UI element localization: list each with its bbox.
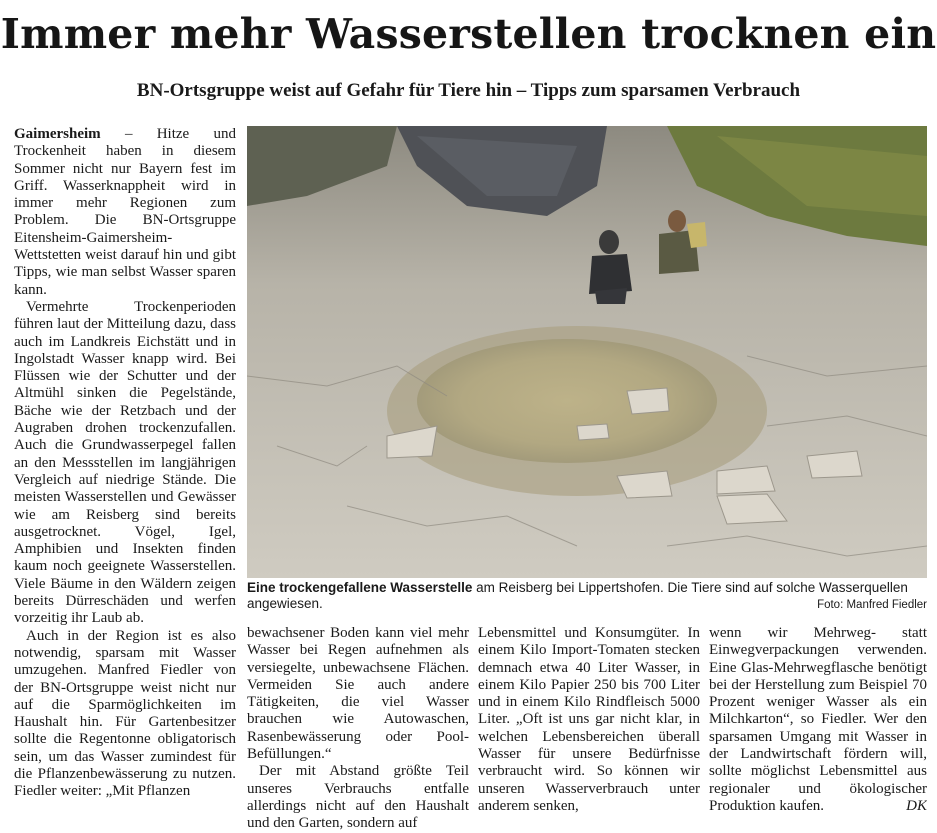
article-photo [247, 126, 927, 578]
paragraph-text: wenn wir Mehrweg- statt Einwegverpackungen verwenden. Eine Glas-Mehrwegflasche benötigt bei der Herstellung zum Beispiel 70 Prozent weniger Wasser als ein Milchkarton“, so Fiedler. Wer den sparsamen Umgang mit Wasser in der Landwirtschaft fördern will, sollte möglichst Lebensmittel aus regionaler und ökologischer Produktion kaufen. [709, 625, 927, 814]
caption-text: am Reisberg bei Lippertshofen. Die Tiere sind auf solche Wasserquellen angewiesen. [247, 580, 908, 611]
article-column-3 [478, 625, 700, 833]
photo-credit: Foto: Manfred Fiedler [817, 599, 927, 611]
article-paragraph [709, 625, 927, 815]
article-paragraph: bewachsener Boden kann viel mehr Wasser bei Regen aufnehmen als versiegelte, unbewachsene Flächen. Vermeiden Sie auch andere Tätigkeiten, die viel Wasser brauchen wie Autowaschen, Rasenbewässerung oder Pool-Befüllungen.“ [247, 625, 469, 763]
article-column-1 [14, 126, 236, 833]
headline: Immer mehr Wasserstellen trocknen ein [0, 10, 937, 58]
article-column-2 [247, 625, 469, 833]
article-paragraph: Lebensmittel und Konsumgüter. In einem Kilo Import-Tomaten stecken demnach etwa 40 Liter Wasser, in einem Kilo Papier 250 bis 700 Liter und in einem Kilo Rindfleisch 5000 Liter. „Oft ist uns gar nicht klar, in welchen Lebensbereichen überall Wasser für unsere Bedürfnisse verbraucht wird. So können wir unseren Wasserverbrauch unter anderem senken, [478, 625, 700, 814]
article-column-4 [709, 625, 927, 833]
article-paragraph [14, 126, 236, 299]
dateline: Gaimersheim [14, 126, 101, 142]
article-paragraph: Vermehrte Trockenperioden führen laut der Mitteilung dazu, dass auch im Landkreis Eichstätt und in Ingolstadt Wasser knapp wird. Bei Flüssen wie der Schutter und der Altmühl sinken die Pegelstände, Bäche wie der Retzbach und der Augraben drohen trockenzufallen. Auch die Grundwasserpegel fallen an den Messstellen im langjährigen Vergleich auf niedrige Stände. Die meisten Wasserstellen und Gewässer wie am Reisberg sind bereits ausgetrocknet. Vögel, Igel, Amphibien und Insekten finden kaum noch geeignete Wasserstellen. Viele Bäume in den Wäldern zeigen bereits Dürreschäden und werfen vorzeitig ihr Laub ab. [14, 298, 236, 627]
dried-waterhole-photo [247, 126, 927, 578]
article-paragraph: Der mit Abstand größte Teil unseres Verbrauchs entfalle allerdings nicht auf den Haushalt und den Garten, sondern auf [247, 763, 469, 832]
paragraph-text: – Hitze und Trockenheit haben in diesem Sommer nicht nur Bayern fest im Griff. Wasserknappheit wird in immer mehr Regionen zum Problem. Die BN-Ortsgruppe Eitensheim-Gaimersheim-Wettstetten weist darauf hin und gibt Tipps, wie man selbst Wasser sparen kann. [14, 126, 236, 298]
author-signature: DK [906, 797, 927, 814]
article-paragraph: Auch in der Region ist es also notwendig, sparsam mit Wasser umzugehen. Manfred Fiedler von der BN-Ortsgruppe weist nicht nur auf die Sparmöglichkeiten im Haushalt hin. Für Gartenbesitzer sollte die Regentonne obligatorisch sein, um das Wasser zumindest für die Pflanzenbewässerung zu nutzen. Fiedler weiter: „Mit Pflanzen [14, 627, 236, 800]
subheadline: BN-Ortsgruppe weist auf Gefahr für Tiere hin – Tipps zum sparsamen Verbrauch [136, 80, 801, 101]
caption-bold: Eine trockengefallene Wasserstelle [247, 580, 473, 595]
